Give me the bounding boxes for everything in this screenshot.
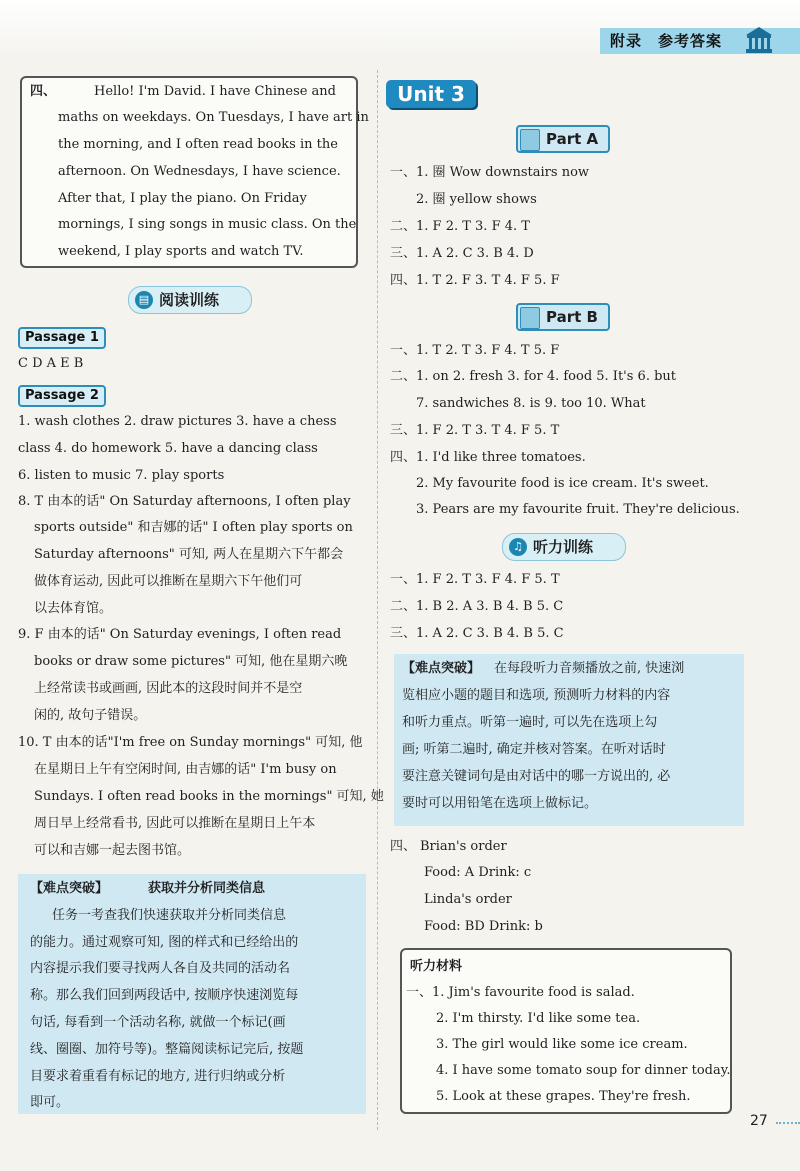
material-line: 2. I'm thirsty. I'd like some tea. <box>436 1011 641 1026</box>
page-number: 27 <box>750 1113 768 1129</box>
note-line: 即可。 <box>30 1095 70 1110</box>
answer-line: 上经常读书或画画, 因此本的这段时间并不是空 <box>34 681 303 696</box>
passage-line: mornings, I sing songs in music class. On the <box>58 217 357 232</box>
note-heading: 获取并分析同类信息 <box>148 881 266 896</box>
note-line: 画; 听第二遍时, 确定并核对答案。在听对话时 <box>402 742 666 757</box>
order-line: Food: BD Drink: b <box>424 919 543 934</box>
page-number-dots <box>776 1122 800 1124</box>
order-line: Linda's order <box>424 892 512 907</box>
header-title: 附录 参考答案 <box>610 32 723 50</box>
flag-icon <box>520 129 540 151</box>
flag-icon <box>520 307 540 329</box>
note-line: 内容提示我们要寻找两人各自及共同的活动名 <box>30 961 291 976</box>
order-line: Brian's order <box>420 839 507 854</box>
part-b-line: 2. My favourite food is ice cream. It's sweet. <box>416 476 709 491</box>
part-b-line: 一、1. T 2. T 3. F 4. T 5. F <box>390 343 560 358</box>
note-line: 览相应小题的题目和选项, 预测听力材料的内容 <box>402 688 671 703</box>
answer-line: 以去体育馆。 <box>34 601 113 616</box>
part-b-line: 7. sandwiches 8. is 9. too 10. What <box>416 396 646 411</box>
part-b-label: Part B <box>516 303 610 331</box>
passage-line: the morning, and I often read books in the <box>58 137 338 152</box>
note-line: 目要求着重看有标记的地方, 进行归纳或分析 <box>30 1069 286 1084</box>
answer-line: Sundays. I often read books in the mornings" 可知, 她 <box>34 789 384 804</box>
material-line: 4. I have some tomato soup for dinner today. <box>436 1063 731 1078</box>
column-divider <box>377 70 379 1130</box>
order-line: Food: A Drink: c <box>424 865 532 880</box>
answer-line: Saturday afternoons" 可知, 两人在星期六下午都会 <box>34 547 344 562</box>
part-a-line: 二、1. F 2. T 3. F 4. T <box>390 219 530 234</box>
answer-line: 在星期日上午有空闲时间, 由吉娜的话" I'm busy on <box>34 762 337 777</box>
answer-line: 10. T 由本的话"I'm free on Sunday mornings" 可知, 他 <box>18 735 363 750</box>
answer-line: class 4. do homework 5. have a dancing class <box>18 441 318 456</box>
note-label: 【难点突破】 <box>30 881 109 896</box>
answer-line: books or draw some pictures" 可知, 他在星期六晚 <box>34 654 348 669</box>
part-b-line: 3. Pears are my favourite fruit. They're delicious. <box>416 502 740 517</box>
note-line: 任务一考查我们快速获取并分析同类信息 <box>52 908 287 923</box>
answer-line: 1. wash clothes 2. draw pictures 3. have a chess <box>18 414 337 429</box>
answer-line: 可以和吉娜一起去图书馆。 <box>34 843 191 858</box>
passage-line: afternoon. On Wednesdays, I have science. <box>58 164 341 179</box>
note-line: 和听力重点。听第一遍时, 可以先在选项上勾 <box>402 715 658 730</box>
listening-training-title: ♫ 听力训练 <box>502 533 626 561</box>
part-b-line: 三、1. F 2. T 3. T 4. F 5. T <box>390 423 560 438</box>
material-line: 5. Look at these grapes. They're fresh. <box>436 1089 691 1104</box>
material-line: 3. The girl would like some ice cream. <box>436 1037 688 1052</box>
part-a-line: 三、1. A 2. C 3. B 4. D <box>390 246 534 261</box>
note-label: 【难点突破】 <box>402 661 481 676</box>
answer-line: 闲的, 故句子错误。 <box>34 708 147 723</box>
part-b-line: 四、1. I'd like three tomatoes. <box>390 450 586 465</box>
listening-line: 一、1. F 2. T 3. F 4. F 5. T <box>390 572 560 587</box>
passage-2-label: Passage 2 <box>18 385 106 407</box>
listening-line: 三、1. A 2. C 3. B 4. B 5. C <box>390 626 564 641</box>
answer-line: sports outside" 和吉娜的话" I often play sports on <box>34 520 353 535</box>
listening-line: 二、1. B 2. A 3. B 4. B 5. C <box>390 599 564 614</box>
headphones-icon: ♫ <box>509 538 527 556</box>
note-line: 句话, 每看到一个活动名称, 就做一个标记(画 <box>30 1015 286 1030</box>
note-line: 的能力。通过观察可知, 图的样式和已经给出的 <box>30 935 299 950</box>
passage-line: maths on weekdays. On Tuesdays, I have art in <box>58 110 369 125</box>
passage-line: After that, I play the piano. On Friday <box>58 191 307 206</box>
part-a-label: Part A <box>516 125 610 153</box>
note-line: 在每段听力音频播放之前, 快速浏 <box>494 661 685 676</box>
note-line: 要注意关键词句是由对话中的哪一方说出的, 必 <box>402 769 671 784</box>
part-a-line: 四、1. T 2. F 3. T 4. F 5. F <box>390 273 560 288</box>
answer-line: 9. F 由本的话" On Saturday evenings, I often read <box>18 627 342 642</box>
answer-line: 周日早上经常看书, 因此可以推断在星期日上午本 <box>34 816 316 831</box>
section-4-number: 四、 <box>30 84 57 99</box>
reading-training-title: ▤ 阅读训练 <box>128 286 252 314</box>
unit-title: Unit 3 <box>386 80 476 108</box>
answer-line: 6. listen to music 7. play sports <box>18 468 225 483</box>
passage-line: Hello! I'm David. I have Chinese and <box>94 84 337 99</box>
part-a-line: 2. 圈 yellow shows <box>416 192 537 207</box>
passage-line: weekend, I play sports and watch TV. <box>58 244 304 259</box>
material-line: 一、1. Jim's favourite food is salad. <box>406 985 635 1000</box>
answer-line: 做体育运动, 因此可以推断在星期六下午他们可 <box>34 574 303 589</box>
answer-line: 8. T 由本的话" On Saturday afternoons, I often play <box>18 494 351 509</box>
note-line: 要时可以用铅笔在选项上做标记。 <box>402 796 598 811</box>
material-title: 听力材料 <box>410 959 463 974</box>
note-line: 称。那么我们回到两段话中, 按顺序快速浏览每 <box>30 988 299 1003</box>
part-a-line: 一、1. 圈 Wow downstairs now <box>390 165 590 180</box>
note-line: 线、圈圈、加符号等)。整篇阅读标记完后, 按题 <box>30 1042 304 1057</box>
passage-1-answer: C D A E B <box>18 356 84 371</box>
section-4-number-right: 四、 <box>390 839 417 854</box>
temple-icon <box>744 25 774 55</box>
part-b-line: 二、1. on 2. fresh 3. for 4. food 5. It's 6. but <box>390 369 677 384</box>
passage-1-label: Passage 1 <box>18 327 106 349</box>
book-icon: ▤ <box>135 291 153 309</box>
